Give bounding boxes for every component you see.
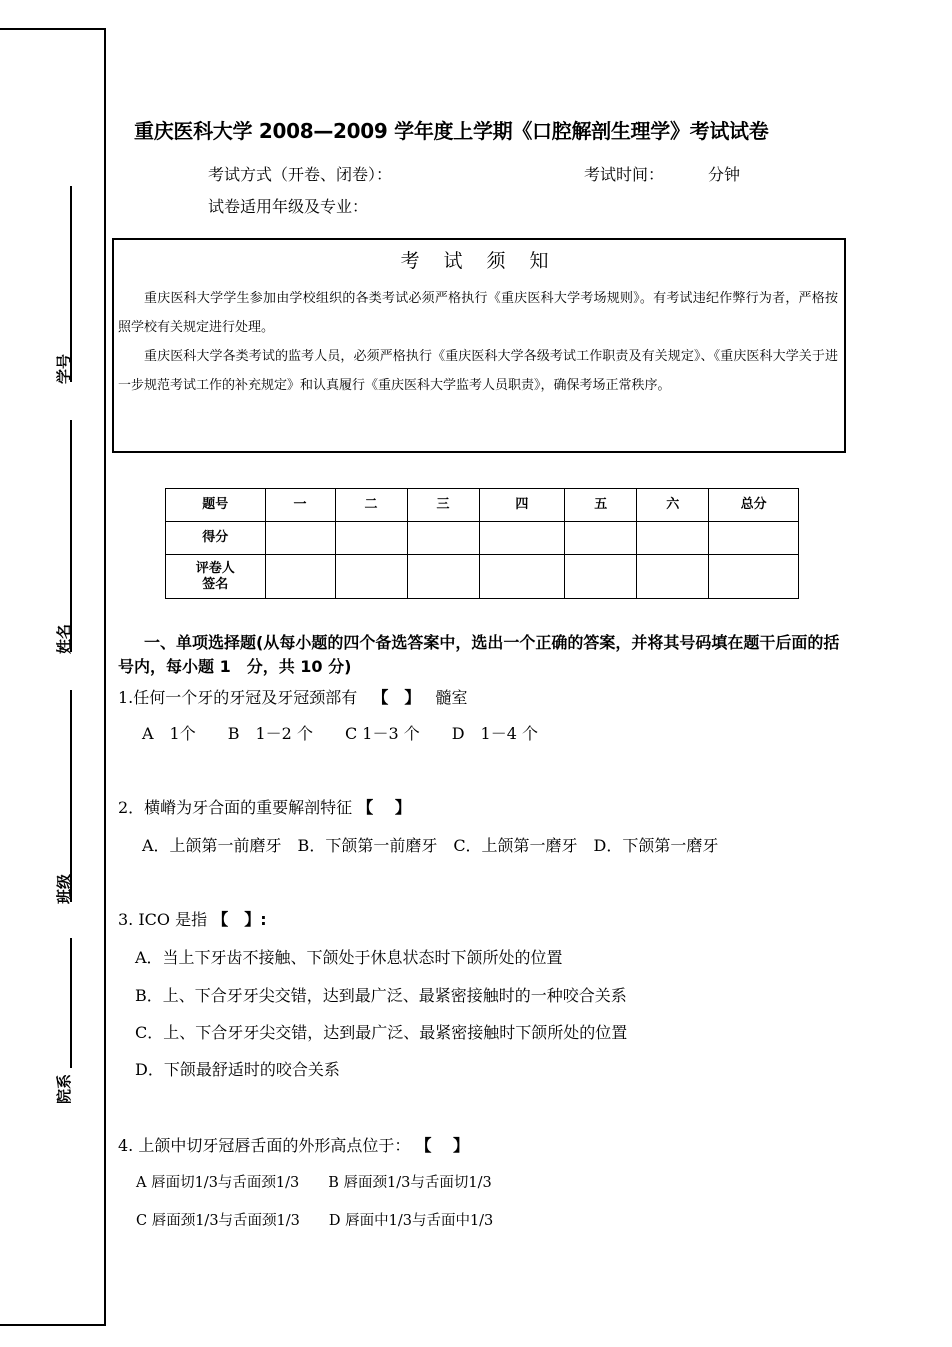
question-2-answer-bracket[interactable]: 【 】 — [357, 798, 411, 817]
header-cell: 五 — [565, 489, 637, 522]
score-cell[interactable] — [637, 522, 709, 555]
question-3-stem — [118, 907, 267, 930]
question-2-stem-text: 2．横嵴为牙合面的重要解剖特征 — [118, 798, 353, 817]
exam-time-label: 考试时间： — [584, 165, 665, 184]
question-1-stem — [118, 685, 468, 708]
question-1-answer-bracket[interactable]: 【 】 — [372, 688, 421, 707]
score-table — [165, 488, 799, 599]
header-cell: 二 — [335, 489, 407, 522]
exam-title: 重庆医科大学 2008—2009 学年度上学期《口腔解剖生理学》考试试卷 — [134, 119, 769, 143]
score-row-label: 得分 — [166, 522, 266, 555]
grader-cell[interactable] — [565, 555, 637, 599]
score-cell[interactable] — [709, 522, 799, 555]
score-table-header-row — [166, 489, 799, 522]
header-cell: 一 — [265, 489, 335, 522]
exam-time-unit: 分钟 — [708, 165, 741, 184]
grader-row-label — [166, 555, 266, 599]
grader-label-line1: 评卷人 — [195, 560, 235, 576]
class-line — [70, 690, 72, 902]
question-3-answer-bracket[interactable]: 【 】: — [212, 910, 267, 929]
question-2-options: A．上颌第一前磨牙 B．下颌第一前磨牙 C．上颌第一磨牙 D．下颌第一磨牙 — [142, 836, 719, 855]
student-id-line — [70, 186, 72, 382]
header-cell: 四 — [479, 489, 565, 522]
question-1-stem-text: 1.任何一个牙的牙冠及牙冠颈部有 — [118, 688, 358, 707]
grader-label-line2: 签名 — [202, 576, 229, 592]
header-cell: 总分 — [709, 489, 799, 522]
header-cell: 三 — [407, 489, 479, 522]
score-cell[interactable] — [335, 522, 407, 555]
grader-row — [166, 555, 799, 599]
notice-title: 考 试 须 知 — [400, 250, 558, 272]
score-cell[interactable] — [407, 522, 479, 555]
question-4-answer-bracket[interactable]: 【 】 — [415, 1136, 470, 1155]
question-4-stem — [118, 1133, 469, 1156]
name-label: 姓名 — [55, 623, 73, 654]
grader-cell[interactable] — [479, 555, 565, 599]
grader-cell[interactable] — [637, 555, 709, 599]
question-4-options-cd: C 唇面颈1/3与舌面颈1/3 D 唇面中1/3与舌面中1/3 — [136, 1213, 494, 1229]
student-id-label: 学号 — [55, 353, 73, 384]
grader-cell[interactable] — [709, 555, 799, 599]
header-cell: 题号 — [166, 489, 266, 522]
exam-notice-box — [112, 238, 846, 453]
notice-paragraph-2: 重庆医科大学各类考试的监考人员，必须严格执行《重庆医科大学各级考试工作职责及有关规定》、《重庆医科大学关于进一步规范考试工作的补充规定》和认真履行《重庆医科大学监考人员职责》，确保考场正常秩序。 — [118, 349, 838, 393]
question-4-options-ab: A 唇面切1/3与舌面颈1/3 B 唇面颈1/3与舌面切1/3 — [136, 1175, 492, 1191]
question-4-stem-text: 4. 上颌中切牙冠唇舌面的外形高点位于： — [118, 1136, 411, 1155]
notice-text — [118, 284, 838, 400]
notice-paragraph-1: 重庆医科大学学生参加由学校组织的各类考试必须严格执行《重庆医科大学考场规则》。有考试违纪作弊行为者，严格按照学校有关规定进行处理。 — [118, 291, 838, 335]
score-cell[interactable] — [565, 522, 637, 555]
score-row — [166, 522, 799, 555]
question-3-stem-text: 3. ICO 是指 — [118, 910, 208, 929]
question-1-options: A 1个 B 1－2 个 C 1－3 个 D 1－4 个 — [142, 724, 538, 743]
grader-cell[interactable] — [335, 555, 407, 599]
section-1-heading-text: 一、单项选择题(从每小题的四个备选答案中，选出一个正确的答案，并将其号码填在题干后面的括号内，每小题 1 分，共 10 分) — [118, 633, 840, 676]
grader-cell[interactable] — [407, 555, 479, 599]
score-cell[interactable] — [265, 522, 335, 555]
question-3-option-a: A．当上下牙齿不接触、下颌处于休息状态时下颌所处的位置 — [135, 948, 563, 967]
section-1-heading — [118, 631, 842, 679]
question-3-option-c: C．上、下合牙牙尖交错，达到最广泛、最紧密接触时下颌所处的位置 — [135, 1023, 628, 1042]
grader-cell[interactable] — [265, 555, 335, 599]
question-2-stem — [118, 795, 411, 818]
name-line — [70, 420, 72, 652]
class-label: 班级 — [55, 873, 73, 904]
binding-margin — [0, 28, 106, 1326]
department-label: 院系 — [55, 1073, 73, 1104]
department-line — [70, 938, 72, 1068]
question-3-option-b: B．上、下合牙牙尖交错，达到最广泛、最紧密接触时的一种咬合关系 — [135, 986, 627, 1005]
applicable-major: 试卷适用年级及专业： — [208, 197, 369, 216]
question-1-stem-suffix: 髓室 — [435, 688, 468, 707]
question-3-option-d: D．下颌最舒适时的咬合关系 — [135, 1060, 340, 1079]
score-cell[interactable] — [479, 522, 565, 555]
header-cell: 六 — [637, 489, 709, 522]
exam-mode: 考试方式（开卷、闭卷）： — [208, 165, 393, 184]
